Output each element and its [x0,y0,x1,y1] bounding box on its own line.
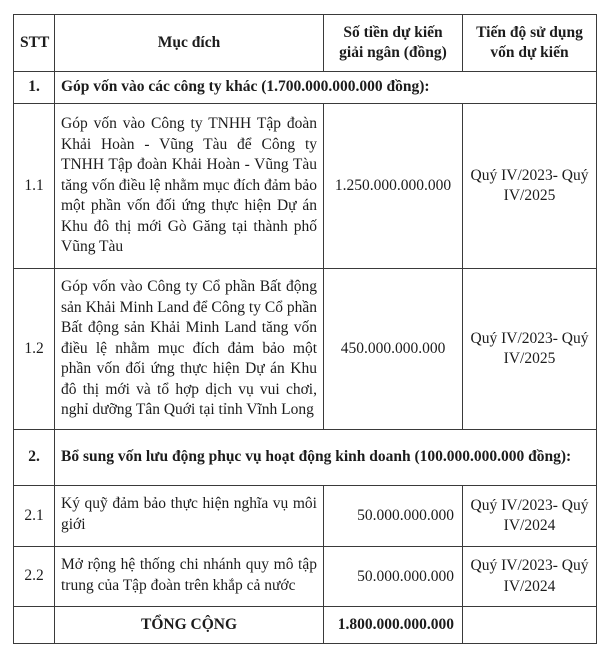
row-number: 2.2 [14,547,55,607]
row-amount: 1.250.000.000.000 [324,104,463,269]
section-number: 1. [14,72,55,104]
row-schedule: Quý IV/2023- Quý IV/2024 [463,486,597,547]
row-schedule: Quý IV/2023- Quý IV/2025 [463,269,597,430]
total-amount: 1.800.000.000.000 [324,607,463,644]
section-number: 2. [14,430,55,486]
total-row [14,607,597,644]
total-label: TỔNG CỘNG [55,607,324,644]
row-purpose: Góp vốn vào Công ty TNHH Tập đoàn Khải Hoàn - Vũng Tàu để Công ty TNHH Tập đoàn Khải Hoàn - Vũng Tàu tăng vốn điều lệ nhằm mục đích đảm bảo một phần vốn đối ứng thực hiện Dự án Khu đô thị mới Gò Găng tại thành phố Vũng Tàu [55,104,324,269]
fund-usage-table [13,14,597,644]
total-empty-cell [463,607,597,644]
section-row [14,72,597,104]
header-purpose: Mục đích [55,15,324,72]
row-amount: 50.000.000.000 [324,486,463,547]
row-number: 2.1 [14,486,55,547]
row-purpose: Góp vốn vào Công ty Cổ phần Bất động sản Khải Minh Land để Công ty Cổ phần Bất động sản Khải Minh Land tăng vốn điều lệ nhằm mục đích đảm bảo một phần vốn đối ứng thực hiện Dự án Khu đô thị mới và tổ hợp dịch vụ vui chơi, nghỉ dưỡng Tân Quới tại tỉnh Vĩnh Long [55,269,324,430]
row-number: 1.1 [14,104,55,269]
header-stt: STT [14,15,55,72]
table-row [14,547,597,607]
table-row [14,104,597,269]
row-purpose: Ký quỹ đảm bảo thực hiện nghĩa vụ môi giới [55,486,324,547]
table-row [14,269,597,430]
row-schedule: Quý IV/2023- Quý IV/2025 [463,104,597,269]
row-amount: 450.000.000.000 [324,269,463,430]
section-row [14,430,597,486]
row-amount: 50.000.000.000 [324,547,463,607]
total-empty-cell [14,607,55,644]
header-schedule: Tiến độ sử dụng vốn dự kiến [463,15,597,72]
row-purpose: Mở rộng hệ thống chi nhánh quy mô tập trung của Tập đoàn trên khắp cả nước [55,547,324,607]
section-title: Bổ sung vốn lưu động phục vụ hoạt động kinh doanh (100.000.000.000 đồng): [55,430,597,486]
table-header-row [14,15,597,72]
header-amount: Số tiền dự kiến giải ngân (đồng) [324,15,463,72]
row-schedule: Quý IV/2023- Quý IV/2024 [463,547,597,607]
row-number: 1.2 [14,269,55,430]
table-row [14,486,597,547]
section-title: Góp vốn vào các công ty khác (1.700.000.000.000 đồng): [55,72,597,104]
